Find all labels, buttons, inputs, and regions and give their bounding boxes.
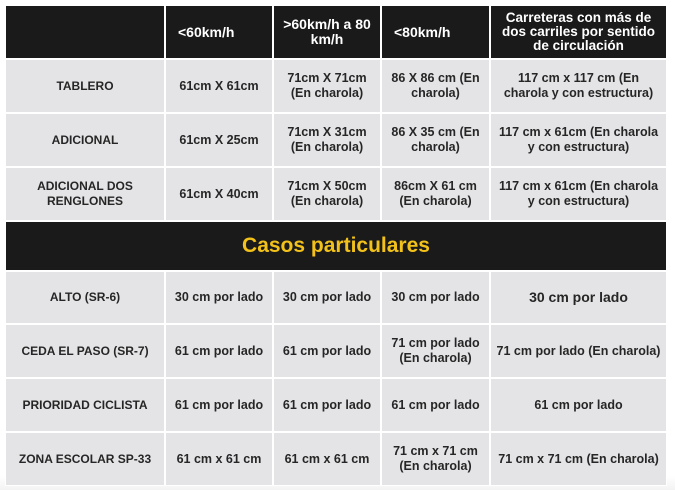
table-cell: 71cm X 31cm (En charola) xyxy=(273,113,381,167)
table-cell: 61cm X 40cm xyxy=(165,167,273,221)
table-cell: 61 cm por lado xyxy=(490,378,667,432)
table-cell: 71cm X 71cm (En charola) xyxy=(273,59,381,113)
table-row xyxy=(5,432,667,486)
table-cell: 71 cm por lado (En charola) xyxy=(381,324,490,378)
header-col-60-to-80: >60km/h a 80 km/h xyxy=(273,5,381,59)
table-cell: 71 cm x 71 cm (En charola) xyxy=(490,432,667,486)
header-col-under-60: <60km/h xyxy=(165,5,273,59)
table-cell: 30 cm por lado xyxy=(490,271,667,324)
table-cell: 61 cm x 61 cm xyxy=(273,432,381,486)
row-label: ZONA ESCOLAR SP-33 xyxy=(5,432,165,486)
row-label: ALTO (SR-6) xyxy=(5,271,165,324)
table-cell: 61 cm por lado xyxy=(273,324,381,378)
table-cell: 61cm X 25cm xyxy=(165,113,273,167)
row-label: CEDA EL PASO (SR-7) xyxy=(5,324,165,378)
table-cell: 61 cm por lado xyxy=(381,378,490,432)
table-cell: 117 cm x 117 cm (En charola y con estructura) xyxy=(490,59,667,113)
table-row xyxy=(5,378,667,432)
header-corner-cell xyxy=(5,5,165,59)
table-cell: 30 cm por lado xyxy=(381,271,490,324)
sign-size-table xyxy=(5,5,667,486)
table-cell: 71 cm por lado (En charola) xyxy=(490,324,667,378)
table-cell: 117 cm x 61cm (En charola y con estructura) xyxy=(490,167,667,221)
table-cell: 61cm X 61cm xyxy=(165,59,273,113)
table-cell: 61 cm por lado xyxy=(273,378,381,432)
table-cell: 117 cm x 61cm (En charola y con estructura) xyxy=(490,113,667,167)
table-cell: 86 X 86 cm (En charola) xyxy=(381,59,490,113)
table-row xyxy=(5,324,667,378)
table-cell: 61 cm por lado xyxy=(165,324,273,378)
table-cell: 30 cm por lado xyxy=(273,271,381,324)
header-row xyxy=(5,5,667,59)
header-col-over-80: <80km/h xyxy=(381,5,490,59)
table-cell: 61 cm x 61 cm xyxy=(165,432,273,486)
table-cell: 86 X 35 cm (En charola) xyxy=(381,113,490,167)
table-cell: 71 cm x 71 cm (En charola) xyxy=(381,432,490,486)
table-row xyxy=(5,271,667,324)
table-cell: 71cm X 50cm (En charola) xyxy=(273,167,381,221)
row-label: PRIORIDAD CICLISTA xyxy=(5,378,165,432)
header-col-highways: Carreteras con más de dos carriles por sentido de circulación xyxy=(490,5,667,59)
table-row xyxy=(5,59,667,113)
row-label: ADICIONAL xyxy=(5,113,165,167)
table-cell: 30 cm por lado xyxy=(165,271,273,324)
row-label: TABLERO xyxy=(5,59,165,113)
row-label: ADICIONAL DOS RENGLONES xyxy=(5,167,165,221)
table-row xyxy=(5,113,667,167)
section-title: Casos particulares xyxy=(5,221,667,271)
table-cell: 61 cm por lado xyxy=(165,378,273,432)
table-cell: 86cm X 61 cm (En charola) xyxy=(381,167,490,221)
table-row xyxy=(5,167,667,221)
